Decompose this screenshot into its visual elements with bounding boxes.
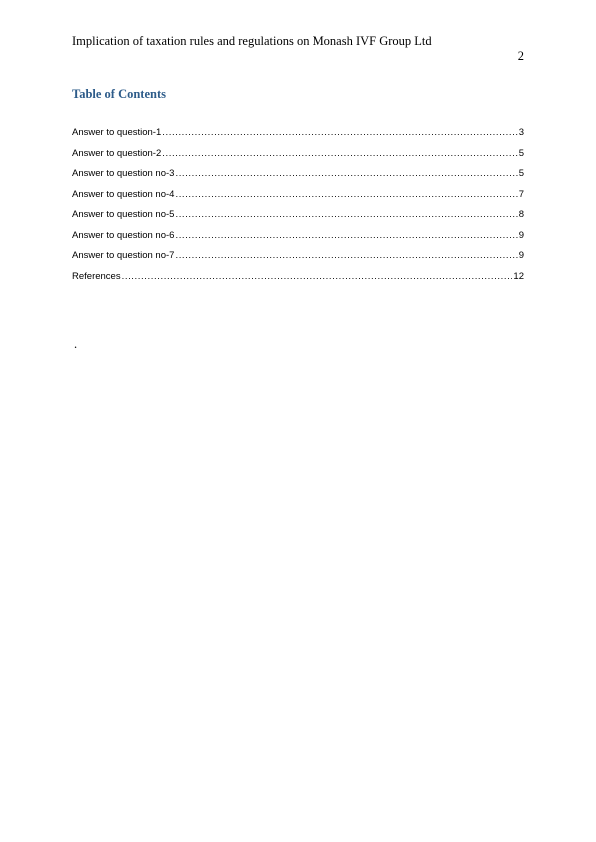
stray-period: .: [74, 337, 78, 351]
toc-entry-question-7[interactable]: [72, 250, 524, 271]
toc-entry-page: 3: [518, 127, 524, 138]
toc-dot-leader: [175, 209, 517, 220]
toc-heading: Table of Contents: [72, 87, 166, 101]
toc-entry-question-5[interactable]: [72, 209, 524, 230]
toc-dot-leader: [162, 127, 517, 138]
toc-entry-question-4[interactable]: [72, 189, 524, 210]
toc-entry-references[interactable]: [72, 271, 524, 292]
toc-entry-label: References: [72, 270, 121, 282]
toc-entry-question-1[interactable]: [72, 127, 524, 148]
toc-dot-leader: [175, 230, 517, 241]
toc-entry-page: 12: [513, 270, 524, 282]
toc-entry-question-2[interactable]: [72, 148, 524, 169]
toc-entry-question-6[interactable]: [72, 230, 524, 251]
toc-entry-page: 9: [518, 250, 524, 261]
toc-entry-page: 9: [518, 229, 524, 241]
toc-entry-label: Answer to question no-3: [72, 168, 175, 179]
toc-entry-label: Answer to question no-6: [72, 229, 175, 241]
table-of-contents: [72, 127, 524, 291]
toc-entry-page: 5: [518, 147, 524, 159]
toc-entry-label: Answer to question no-4: [72, 188, 175, 200]
toc-dot-leader: [175, 250, 517, 261]
toc-entry-label: Answer to question-2: [72, 147, 162, 159]
toc-dot-leader: [175, 168, 517, 179]
toc-dot-leader: [162, 148, 517, 159]
running-header-title: Implication of taxation rules and regulations on Monash IVF Group Ltd: [72, 34, 432, 48]
toc-entry-question-3[interactable]: [72, 168, 524, 189]
toc-entry-page: 5: [518, 168, 524, 179]
page-number: 2: [517, 49, 524, 63]
toc-entry-label: Answer to question no-7: [72, 250, 175, 261]
toc-entry-page: 7: [518, 188, 524, 200]
toc-dot-leader: [175, 189, 517, 200]
toc-entry-page: 8: [518, 209, 524, 220]
toc-entry-label: Answer to question-1: [72, 127, 162, 138]
toc-entry-label: Answer to question no-5: [72, 209, 175, 220]
toc-dot-leader: [122, 271, 513, 282]
